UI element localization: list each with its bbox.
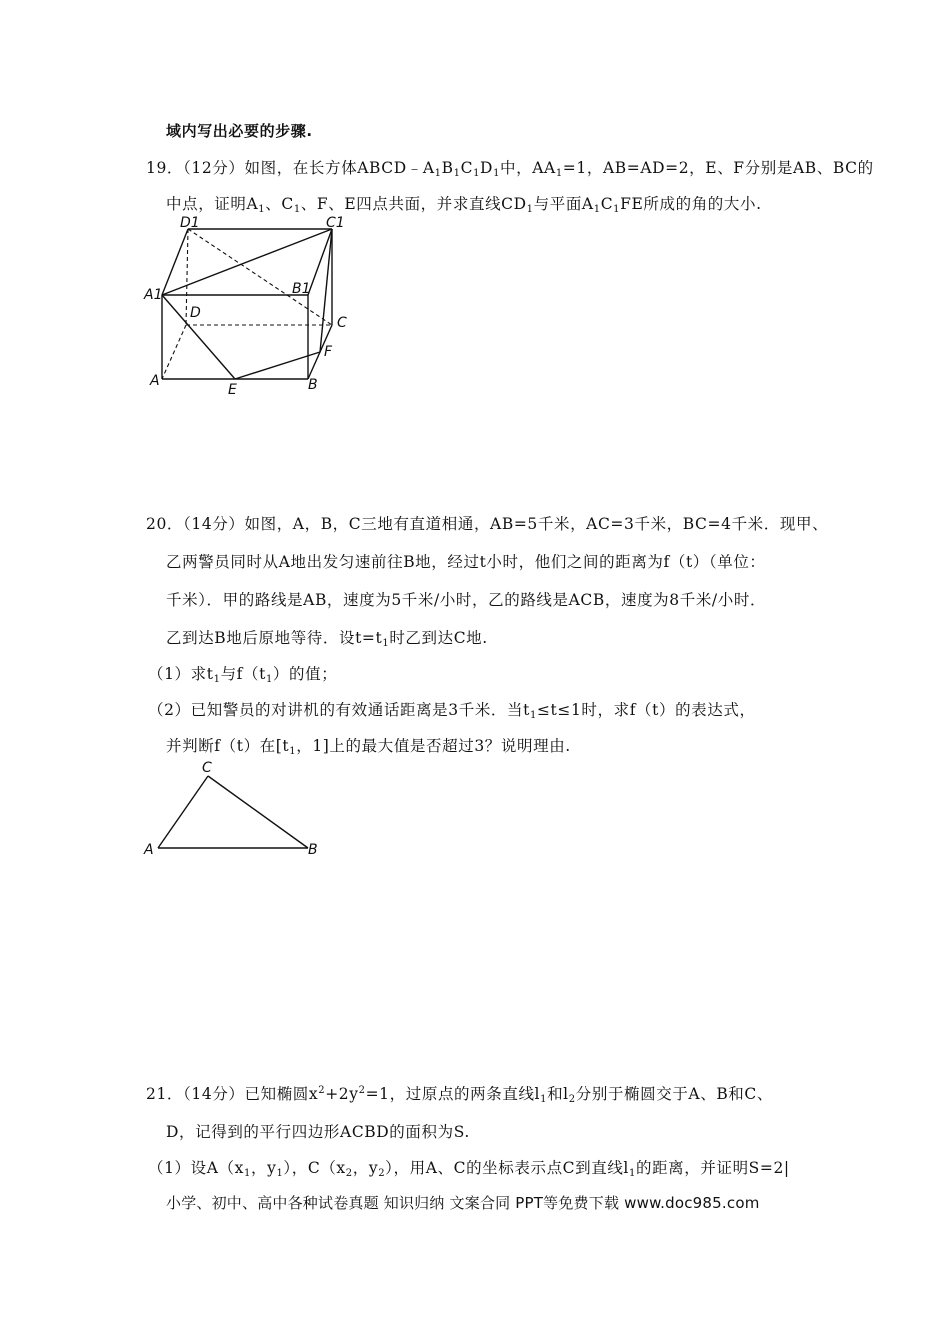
q19-cuboid-figure xyxy=(140,215,370,400)
label-c: C xyxy=(202,760,212,776)
edge-cb xyxy=(208,776,308,848)
label-b: B xyxy=(308,377,318,393)
q20-part1: （1）求$t_1$与$f(t_1)$的值； xyxy=(148,665,338,685)
intro-text: 域内写出必要的步骤. xyxy=(166,122,313,140)
q20-part2-line2: 并判断f（t）在[$t_1$，1]上的最大值是否超过3？说明理由. xyxy=(166,737,571,757)
edge-ef xyxy=(235,352,320,379)
q19-line2: 中点，证明$A_1$、$C_1$、F、E四点共面，并求直线$CD_1$与平面$A_1C_1FE$所成的角的大小. xyxy=(166,195,762,215)
q21-line2: D，记得到的平行四边形ACBD的面积为S. xyxy=(166,1123,470,1141)
label-f: F xyxy=(324,344,333,360)
edge-ac xyxy=(158,776,208,848)
label-a1: A1 xyxy=(144,287,163,303)
q20-part2-line1: （2）已知警员的对讲机的有效通话距离是3千米．当$t_1\le t\le 1$时，求f（t）的表达式， xyxy=(148,701,756,721)
label-e: E xyxy=(228,382,237,398)
edge-da-hidden xyxy=(162,325,186,379)
label-a: A xyxy=(144,842,154,858)
q19-line1: 19．（12分）如图，在长方体$ABCD﹣A_1B_1C_1D_1$中，$AA_1=1$，AB=AD=2，E、F分别是AB、BC的 xyxy=(146,159,874,179)
q20-line3: 千米）．甲的路线是AB，速度为5千米/小时，乙的路线是ACB，速度为8千米/小时． xyxy=(166,591,767,609)
q21-line1: 21．（14分）已知椭圆$x^2+2y^2=1$，过原点的两条直线$l_1$和$l_2$分别于椭圆交于A、B和C、 xyxy=(146,1085,773,1105)
q20-triangle-figure xyxy=(140,758,330,863)
label-d1: D1 xyxy=(180,215,200,231)
q20-line2: 乙两警员同时从A地出发匀速前往B地，经过t小时，他们之间的距离为f（t）（单位： xyxy=(166,553,766,571)
footer-text: 小学、初中、高中各种试卷真题 知识归纳 文案合同 PPT等免费下载 www.doc985.com xyxy=(166,1194,760,1212)
label-b: B xyxy=(308,842,318,858)
q20-line1: 20．（14分）如图，A，B，C三地有直道相通，AB=5千米，AC=3千米，BC=4千米．现甲、 xyxy=(146,515,829,533)
label-a: A xyxy=(150,373,160,389)
label-c: C xyxy=(337,315,347,331)
label-d: D xyxy=(190,305,201,321)
edge-d1a1 xyxy=(162,229,188,295)
label-c1: C1 xyxy=(326,215,345,231)
q21-part1: （1）设$A(x_1$，$y_1$），$C(x_2$，$y_2$），用A、C的坐标表示点C到直线$l_1$的距离，并证明S=2| xyxy=(148,1159,790,1179)
edge-d1d-hidden xyxy=(186,229,188,325)
q20-line4: 乙到达B地后原地等待．设$t=t_1$时乙到达C地. xyxy=(166,629,488,649)
label-b1: B1 xyxy=(292,281,311,297)
